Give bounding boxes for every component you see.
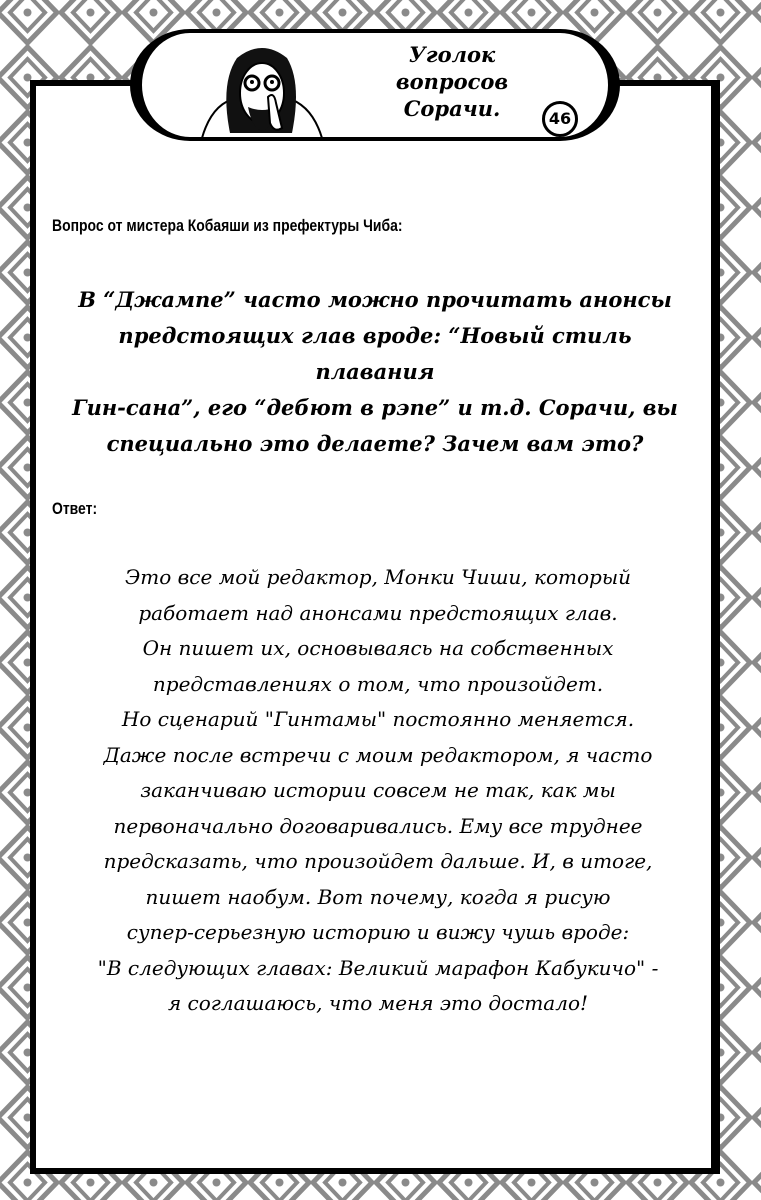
question-line: Гин-сана”, его “дебют в рэпе” и т.д. Сорачи, вы <box>72 395 678 420</box>
answer-line: я соглашаюсь, что меня это достало! <box>167 991 589 1015</box>
issue-number-badge: 46 <box>542 101 578 137</box>
answer-line: работает над анонсами предстоящих глав. <box>138 600 618 625</box>
author-gorilla-portrait-icon <box>192 43 332 138</box>
answer-label: Ответ: <box>52 499 98 518</box>
question-line: предстоящих глав вроде: “Новый стиль плавания <box>118 323 632 384</box>
question-line: специально это делаете? Зачем вам это? <box>106 431 644 456</box>
question-line: В “Джампе” часто можно прочитать анонсы <box>78 287 672 312</box>
answer-text <box>48 560 708 1022</box>
header-banner <box>130 29 620 141</box>
answer-line: заканчиваю истории совсем не так, как мы <box>140 778 616 802</box>
answer-line: Но сценарий "Гинтамы" постоянно меняется. <box>121 707 635 731</box>
question-text <box>70 282 680 462</box>
answer-line: супер-серьезную историю и вижу чушь вроде: <box>126 920 630 944</box>
title-line: Уголок <box>408 42 496 67</box>
question-label: Вопрос от мистера Кобаяши из префектуры Чиба: <box>52 216 403 235</box>
answer-line: представлениях о том, что произойдет. <box>152 671 604 696</box>
answer-line: предсказать, что произойдет дальше. И, в итоге, <box>103 849 653 873</box>
answer-line: Это все мой редактор, Монки Чиши, который <box>125 565 631 589</box>
banner-title <box>352 41 552 122</box>
answer-line: "В следующих главах: Великий марафон Кабукичо" - <box>97 955 659 980</box>
answer-line: пишет наобум. Вот почему, когда я рисую <box>145 884 611 909</box>
answer-line: Даже после встречи с моим редактором, я часто <box>103 742 653 767</box>
title-line: вопросов <box>395 69 509 94</box>
title-line: Сорачи. <box>403 96 501 121</box>
answer-line: первоначально договаривались. Ему все труднее <box>113 813 643 838</box>
answer-line: Он пишет их, основываясь на собственных <box>142 636 614 660</box>
